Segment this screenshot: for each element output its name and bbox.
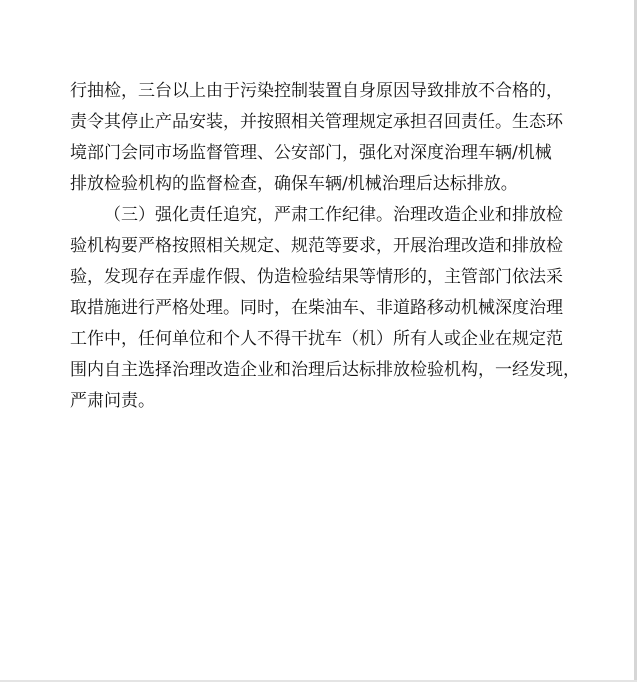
text-line-6: 验机构要严格按照相关规定、规范等要求，开展治理改造和排放检 xyxy=(70,236,563,256)
text-line-9: 工作中，任何单位和个人不得干扰车（机）所有人或企业在规定范 xyxy=(70,329,563,349)
text-line-8: 取措施进行严格处理。同时，在柴油车、非道路移动机械深度治理 xyxy=(70,298,563,318)
text-line-7: 验，发现存在弄虚作假、伪造检验结果等情形的，主管部门依法采 xyxy=(70,267,563,287)
text-line-4: 排放检验机构的监督检查，确保车辆/机械治理后达标排放。 xyxy=(70,174,518,194)
text-line-10: 围内自主选择治理改造企业和治理后达标排放检验机构，一经发现， xyxy=(70,360,580,380)
text-line-2: 责令其停止产品安装，并按照相关管理规定承担召回责任。生态环 xyxy=(70,112,563,132)
text-line-1: 行抽检，三台以上由于污染控制装置自身原因导致排放不合格的， xyxy=(70,81,563,101)
text-line-3: 境部门会同市场监督管理、公安部门，强化对深度治理车辆/机械 xyxy=(70,143,552,163)
paragraph-heading-line: （三）强化责任追究，严肃工作纪律。治理改造企业和排放检 xyxy=(104,205,563,225)
text-line-11: 严肃问责。 xyxy=(70,391,155,411)
document-page-text xyxy=(70,76,580,417)
